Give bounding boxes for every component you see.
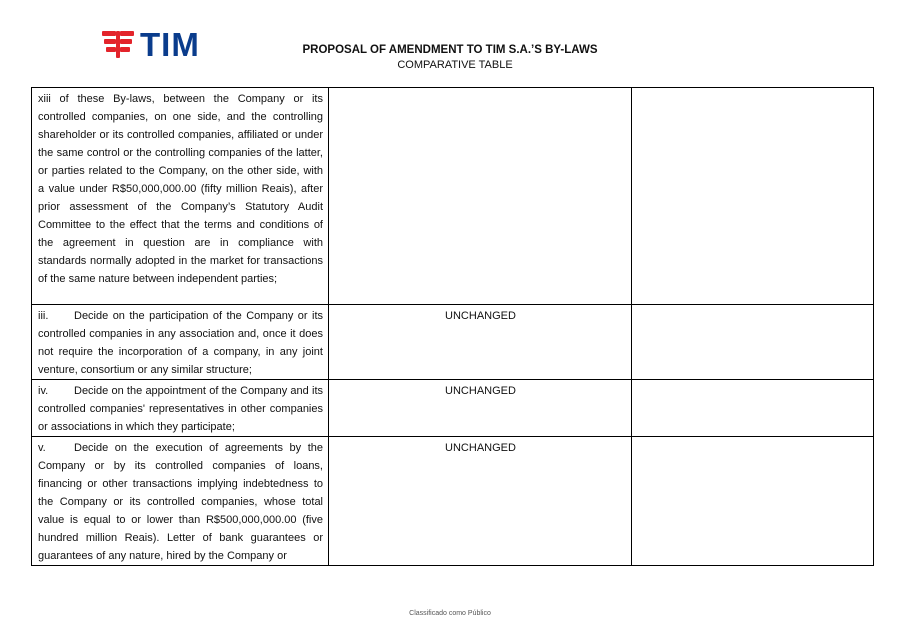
- proposed-text-cell: [329, 88, 632, 305]
- table-row: [32, 380, 874, 437]
- current-text-cell: [32, 305, 329, 380]
- justification-cell: [632, 88, 874, 305]
- table-row: [32, 88, 874, 305]
- document-subtitle: COMPARATIVE TABLE: [397, 59, 513, 71]
- current-text-cell: [32, 380, 329, 437]
- classification-footer: Classificado como Público: [409, 610, 491, 617]
- clause-text: Decide on the appointment of the Company and its controlled companies' representatives in other companies or associations in which they participate;: [38, 385, 323, 433]
- clause-number: v.: [38, 442, 46, 454]
- proposed-text-cell: UNCHANGED: [329, 437, 632, 566]
- justification-cell: [632, 305, 874, 380]
- current-text-cell: [32, 88, 329, 305]
- clause-number: iv.: [38, 385, 49, 397]
- clause-text: xiii of these By-laws, between the Company or its controlled companies, on one side, and the controlling shareholder or its controlled companies, affiliated or under the same control or the controlling companies of the latter, or parties related to the Company, on the other side, with a value under R$50,000,000.00 (fifty million Reais), after prior assessment of the Company’s Statutory Audit Committee to the effect that the terms and conditions of the agreement in question are in compliance with standards normally adopted in the market for transactions of the same nature between independent parties;: [38, 93, 323, 285]
- tim-logo: [102, 26, 200, 63]
- current-text-cell: [32, 437, 329, 566]
- comparative-table: [31, 87, 874, 566]
- justification-cell: [632, 437, 874, 566]
- clause-text: Decide on the participation of the Company or its controlled companies in any association and, once it does not require the incorporation of a company, in any joint venture, consortium or any similar structure;: [38, 310, 323, 376]
- document-title: PROPOSAL OF AMENDMENT TO TIM S.A.’S BY-LAWS: [302, 44, 598, 56]
- justification-cell: [632, 380, 874, 437]
- clause-number: iii.: [38, 310, 49, 322]
- table-row: [32, 437, 874, 566]
- table-row: [32, 305, 874, 380]
- clause-text: Decide on the execution of agreements by the Company or by its controlled companies of loans, financing or other transactions implying indebtedness to the Company or its controlled companies, whose total value is equal to or lower than R$500,000,000.00 (five hundred million Reais). Letter of bank guarantees or guarantees of any nature, hired by the Company or: [38, 442, 323, 562]
- logo-text: TIM: [140, 26, 200, 63]
- proposed-text-cell: UNCHANGED: [329, 380, 632, 437]
- proposed-text-cell: UNCHANGED: [329, 305, 632, 380]
- tim-logo-mark-icon: [102, 30, 136, 60]
